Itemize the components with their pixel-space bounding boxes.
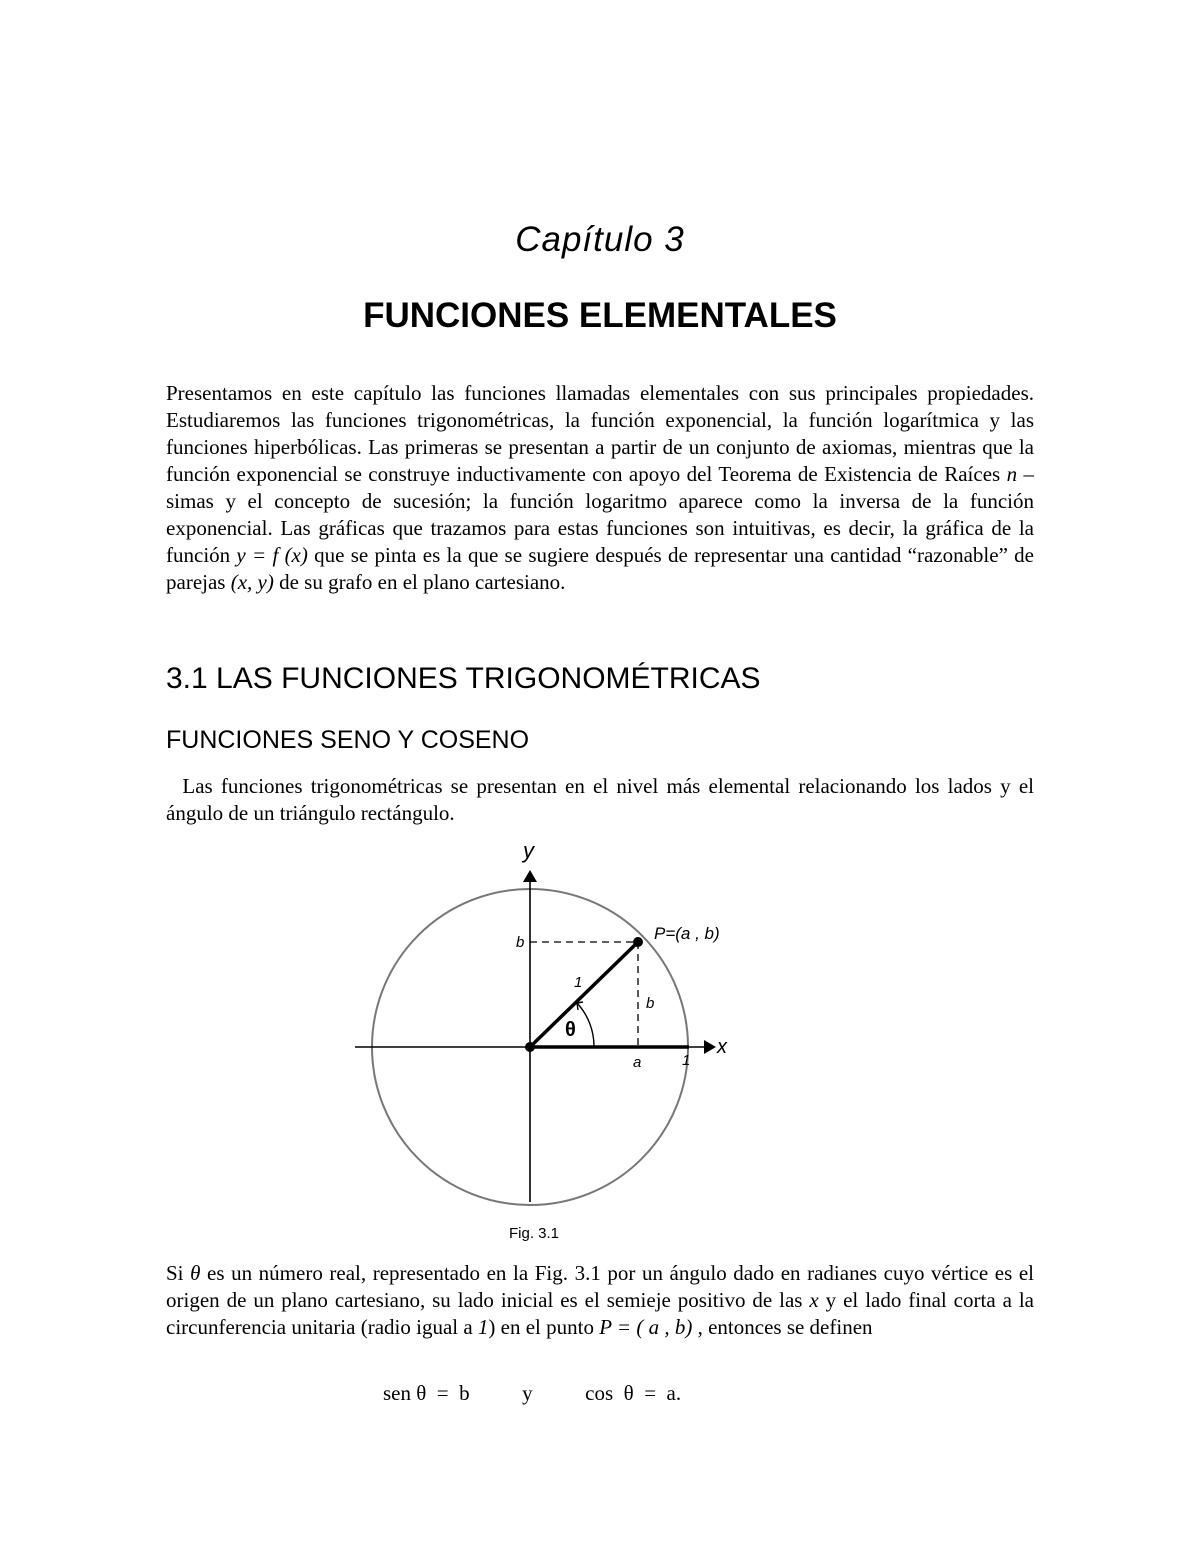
trig-intro-text: Las funciones trigonométricas se presentan en el nivel más elemental relacionando los lados y el ángulo de un triángulo rectángulo. [166,774,1035,825]
chapter-label: Capítulo 3 [515,220,685,259]
subsection-heading: FUNCIONES SENO Y COSENO [166,726,530,754]
one-x-label: 1 [682,1052,691,1069]
intro-math-n: n [1006,462,1018,486]
radius-line [530,942,638,1047]
x-axis-label: x [717,1036,727,1058]
def-math-p: P = ( a , b) [599,1315,693,1339]
intro-text-1: Presentamos en este capítulo las funciones llamadas elementales con sus principales propiedades. Estudiaremos las funciones trigonométricas, la función exponencial, la función logarítmica y las funciones hiperbólicas. Las primeras se presentan a partir de un conjunto de axiomas, mientras que la función exponencial se construye inductivamente con apoyo del Teorema de Existencia de Raíces [166,381,1034,486]
section-heading: 3.1 LAS FUNCIONES TRIGONOMÉTRICAS [166,662,761,695]
def-math-x: x [809,1288,819,1312]
formula-sen: sen θ = b [383,1381,470,1405]
def-text-5: , entonces se definen [692,1315,873,1339]
y-axis-label: y [523,838,534,863]
intro-text-3: que se pinta es la que se sugiere después de representar una cantidad “razonable” de parejas [166,543,1034,594]
theta-label: θ [565,1019,576,1041]
formula-cos: cos θ = a. [585,1381,682,1405]
definition-formula [383,1381,681,1406]
trig-intro-paragraph [166,773,1034,827]
point-p-label: P=(a , b) [654,924,720,943]
formula-y: y [522,1381,533,1405]
intro-math-yfx: y = f (x) [236,543,308,567]
intro-text-2: – simas y el concepto de sucesión; la función logaritmo aparece como la inversa de la función exponencial. Las gráficas que trazamos para estas funciones son intuitivas, es decir, la gráfica de la función [166,462,1035,567]
def-text-1: Si [166,1261,191,1285]
chapter-title: FUNCIONES ELEMENTALES [363,296,837,335]
figure-caption: Fig. 3.1 [508,1225,560,1242]
x-axis-arrow-icon [704,1040,716,1054]
one-radius-label: 1 [574,974,583,991]
b-segment-label: b [646,995,655,1012]
def-text-2: es un número real, representado en la Fig. 3.1 por un ángulo dado en radianes cuyo vértice es el origen de un plano cartesiano, su lado inicial es el semieje positivo de las [166,1261,1034,1312]
b-axis-label: b [516,934,525,951]
definition-paragraph [166,1260,1034,1341]
def-math-one: 1 [477,1315,489,1339]
def-text-4: ) en el punto [488,1315,600,1339]
y-axis-arrow-icon [523,870,537,882]
a-label: a [633,1054,642,1071]
intro-text-4: de su grafo en el plano cartesiano. [273,570,566,594]
origin-point [525,1042,535,1052]
def-text-3: y el lado final corta a la circunferencia unitaria (radio igual a [166,1288,1034,1339]
intro-math-xy: (x, y) [230,570,274,594]
unit-circle-figure [340,830,760,1220]
point-p [633,937,643,947]
def-math-theta: θ [190,1261,201,1285]
angle-arc [577,1003,594,1047]
intro-paragraph [166,380,1034,596]
